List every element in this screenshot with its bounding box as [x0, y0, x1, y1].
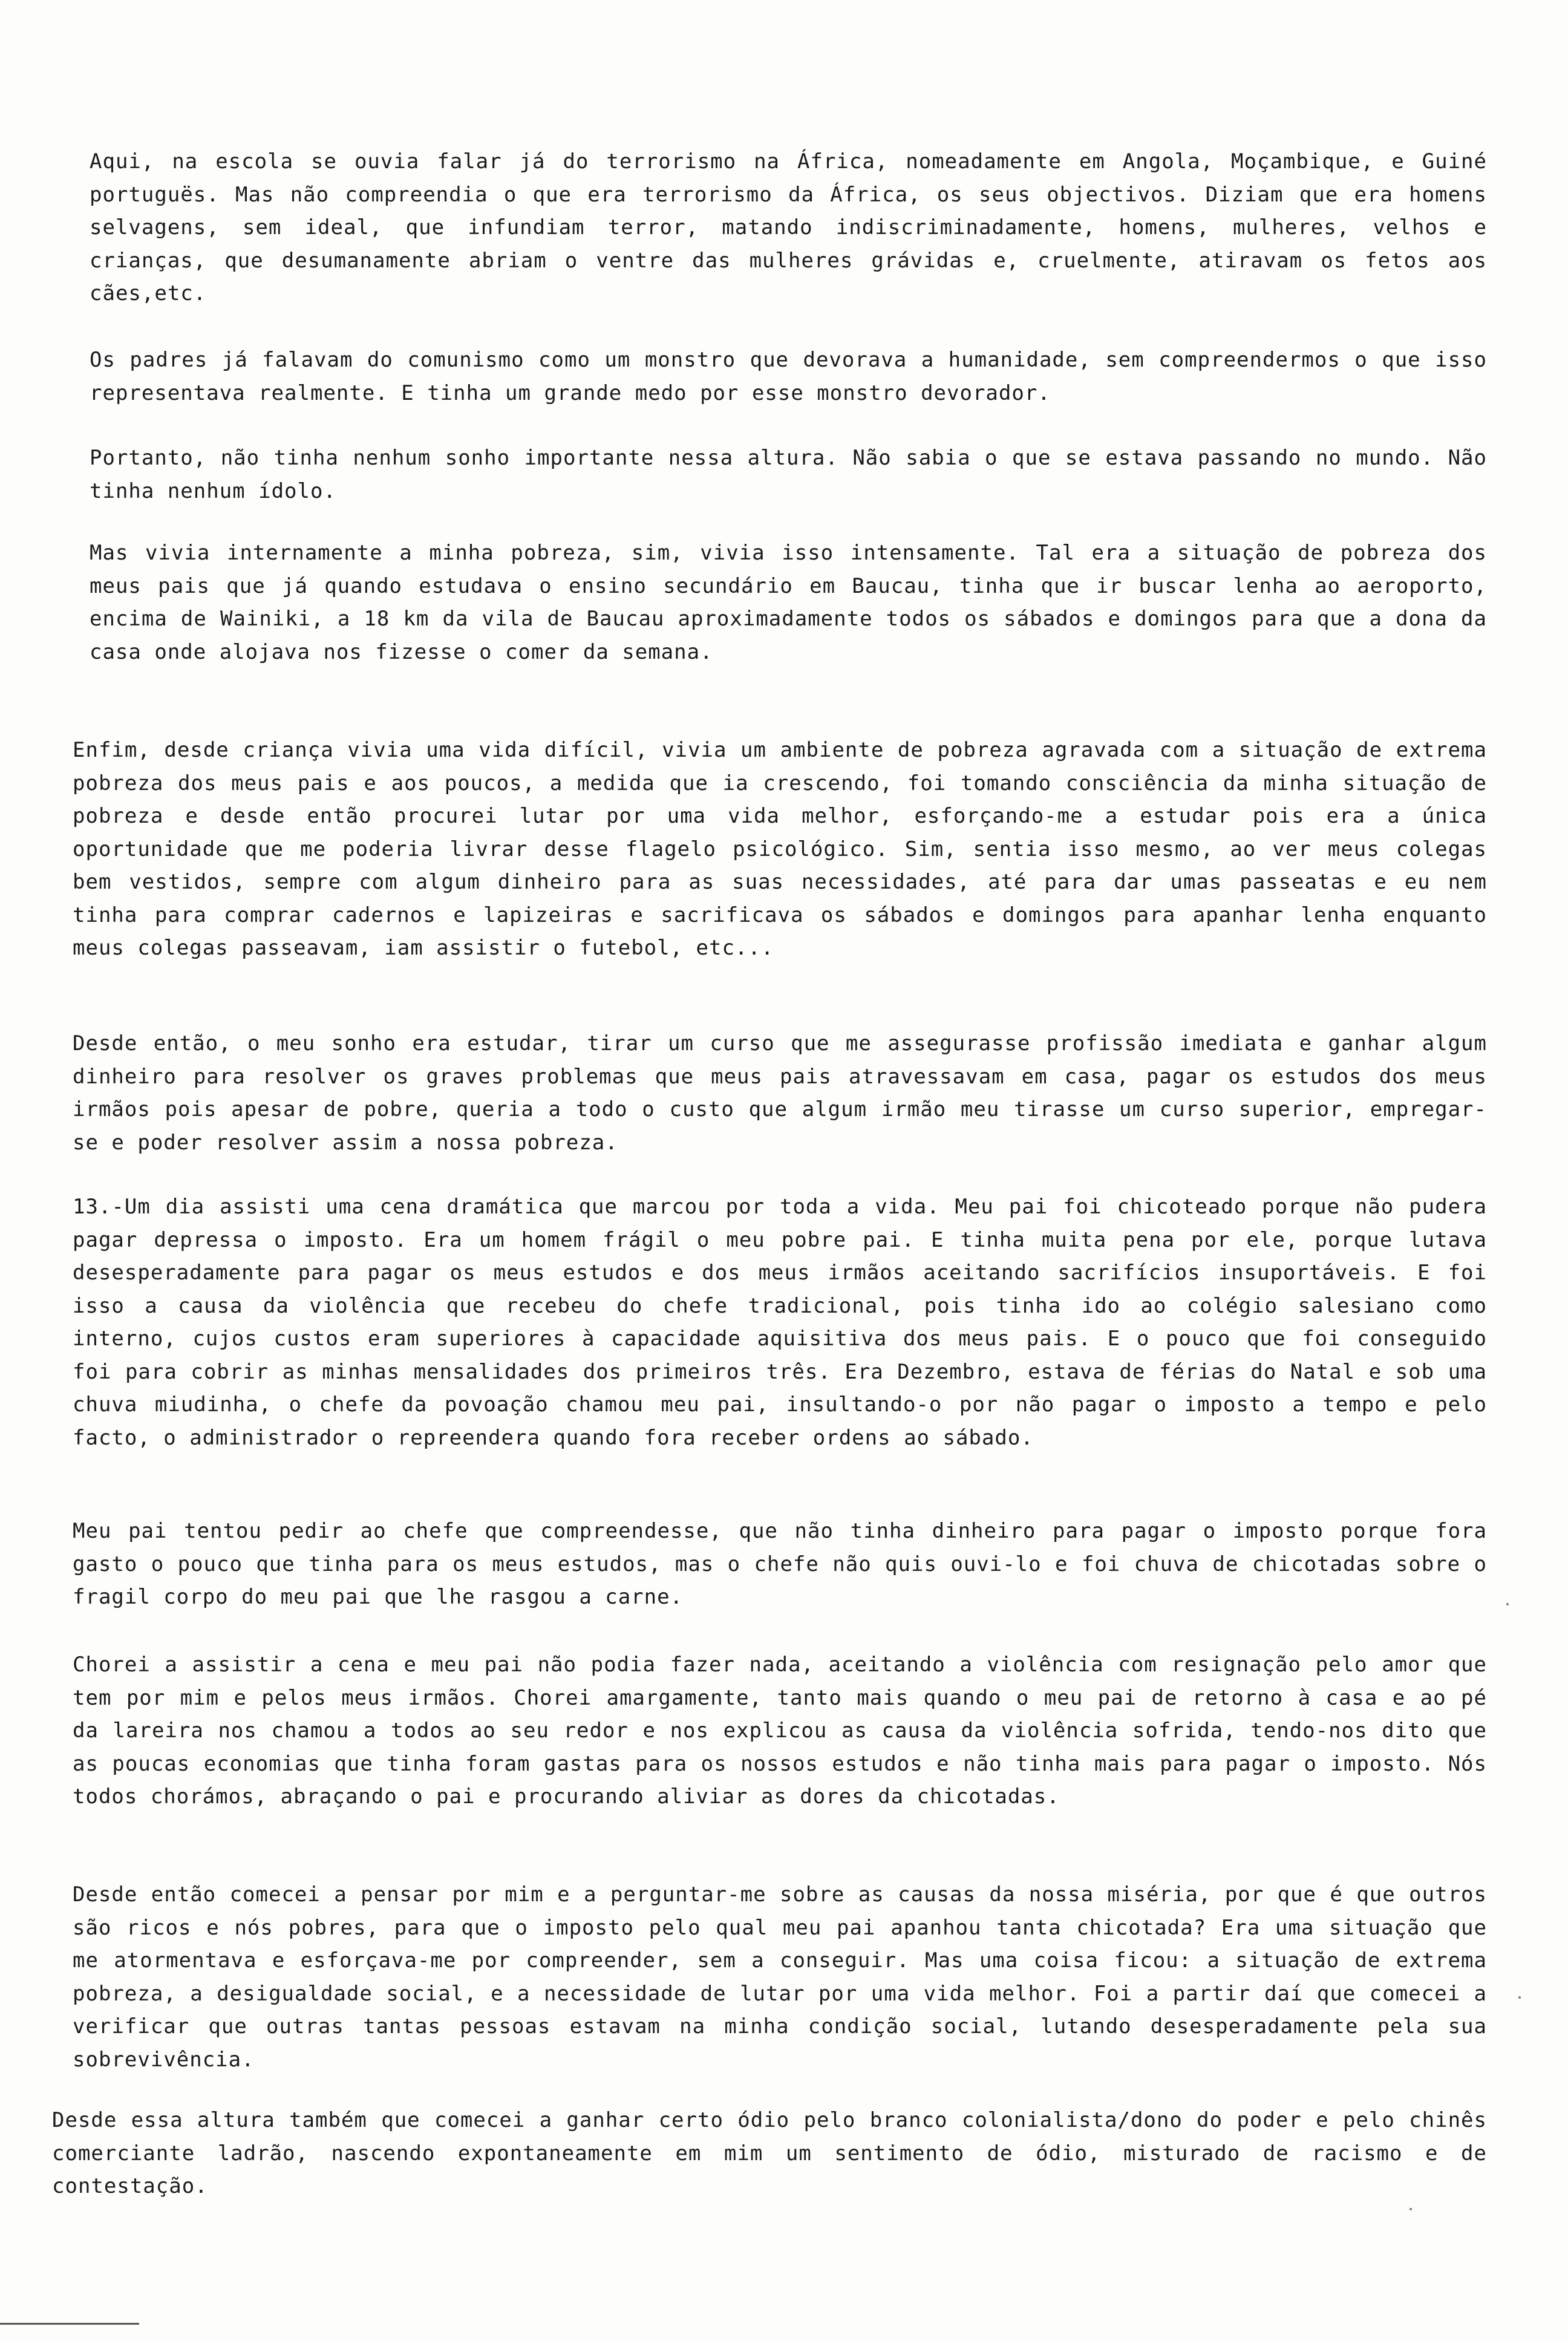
bottom-edge-rule [0, 2323, 139, 2325]
paragraph-living-poverty: Mas vivia internamente a minha pobreza, sim, vivia isso intensamente. Tal era a situação de pobreza dos meus pais que já quando estudava o ensino secundário em Baucau, tinha que ir buscar lenha ao aeroporto, encima de Wainiki, a 18 km da vila de Baucau aproximadamente todos os sábados e domingos para que a dona da casa onde alojava nos fizesse o comer da semana. [90, 541, 1487, 664]
paragraph-hatred-of-colonialist: Desde essa altura também que comecei a ganhar certo ódio pelo branco colonialista/dono do poder e pelo chinês comerciante ladrão, nascendo expontaneamente em mim um sentimento de ódio, misturado de racismo e de contestação. [52, 2108, 1487, 2198]
paper-speck [1518, 1996, 1521, 1999]
paragraph-communism-monster: Os padres já falavam do comunismo como um monstro que devorava a humanidade, sem compreendermos o que isso representava realmente. E tinha um grande medo por esse monstro devorador. [90, 348, 1487, 405]
paper-speck [1506, 1603, 1509, 1605]
paragraph-questioning-misery: Desde então comecei a pensar por mim e a perguntar-me sobre as causas da nossa miséria, por que é que outros são ricos e nós pobres, para que o imposto pelo qual meu pai apanhou tanta chicotada? Era uma situação que me atormentava e esforçava-me por compreender, sem a conseguir. Mas uma coisa ficou: a situação de extrema pobreza, a desigualdade social, e a necessidade de lutar por uma vida melhor. Foi a partir daí que comecei a verificar que outras tantas pessoas estavam na minha condição social, lutando desesperadamente pela sua sobrevivência. [73, 1882, 1487, 2072]
paragraph-terrorism-in-africa: Aqui, na escola se ouvia falar já do terrorismo na África, nomeadamente em Angola, Moçambique, e Guiné portuguës. Mas não compreendia o que era terrorismo da África, os seus objectivos. Diziam que era homens selvagens, sem ideal, que infundiam terror, matando indiscriminadamente, homens, mulheres, velhos e crianças, que desumanamente abriam o ventre das mulheres grávidas e, cruelmente, atiravam os fetos aos cães,etc. [90, 149, 1487, 305]
paragraph-father-asked-chief: Meu pai tentou pedir ao chefe que compreendesse, que não tinha dinheiro para pagar o imposto porque fora gasto o pouco que tinha para os meus estudos, mas o chefe não quis ouvi-lo e foi chuva de chicotadas sobre o fragil corpo do meu pai que lhe rasgou a carne. [73, 1519, 1487, 1609]
paragraph-no-dream: Portanto, não tinha nenhum sonho importante nessa altura. Não sabia o que se estava passando no mundo. Não tinha nenhum ídolo. [90, 446, 1487, 503]
paragraph-dream-to-study: Desde então, o meu sonho era estudar, tirar um curso que me assegurasse profissão imediata e ganhar algum dinheiro para resolver os graves problemas que meus pais atravessavam em casa, pagar os estudos dos meus irmãos pois apesar de pobre, queria a todo o custo que algum irmão meu tirasse um curso superior, empregar-se e poder resolver assim a nossa pobreza. [73, 1031, 1487, 1155]
paragraph-difficult-childhood: Enfim, desde criança vivia uma vida difícil, vivia um ambiente de pobreza agravada com a situação de extrema pobreza dos meus pais e aos poucos, a medida que ia crescendo, foi tomando consciência da minha situação de pobreza e desde então procurei lutar por uma vida melhor, esforçando-me a estudar pois era a única oportunidade que me poderia livrar desse flagelo psicológico. Sim, sentia isso mesmo, ao ver meus colegas bem vestidos, sempre com algum dinheiro para as suas necessidades, até para dar umas passeatas e eu nem tinha para comprar cadernos e lapizeiras e sacrificava os sábados e domingos para apanhar lenha enquanto meus colegas passeavam, iam assistir o futebol, etc... [73, 738, 1487, 960]
paper-speck [1410, 2208, 1412, 2210]
paragraph-crying: Chorei a assistir a cena e meu pai não podia fazer nada, aceitando a violência com resignação pelo amor que tem por mim e pelos meus irmãos. Chorei amargamente, tanto mais quando o meu pai de retorno à casa e ao pé da lareira nos chamou a todos ao seu redor e nos explicou as causa da violência sofrida, tendo-nos dito que as poucas economias que tinha foram gastas para os nossos estudos e não tinha mais para pagar o imposto. Nós todos chorámos, abraçando o pai e procurando aliviar as dores da chicotadas. [73, 1653, 1487, 1809]
paragraph-dramatic-scene: 13.-Um dia assisti uma cena dramática que marcou por toda a vida. Meu pai foi chicoteado porque não pudera pagar depressa o imposto. Era um homem frágil o meu pobre pai. E tinha muita pena por ele, porque lutava desesperadamente para pagar os meus estudos e dos meus irmãos aceitando sacrifícios insuportáveis. E foi isso a causa da violência que recebeu do chefe tradicional, pois tinha ido ao colégio salesiano como interno, cujos custos eram superiores à capacidade aquisitiva dos meus pais. E o pouco que foi conseguido foi para cobrir as minhas mensalidades dos primeiros três. Era Dezembro, estava de férias do Natal e sob uma chuva miudinha, o chefe da povoação chamou meu pai, insultando-o por não pagar o imposto a tempo e pelo facto, o administrador o repreendera quando fora receber ordens ao sábado. [73, 1195, 1487, 1450]
